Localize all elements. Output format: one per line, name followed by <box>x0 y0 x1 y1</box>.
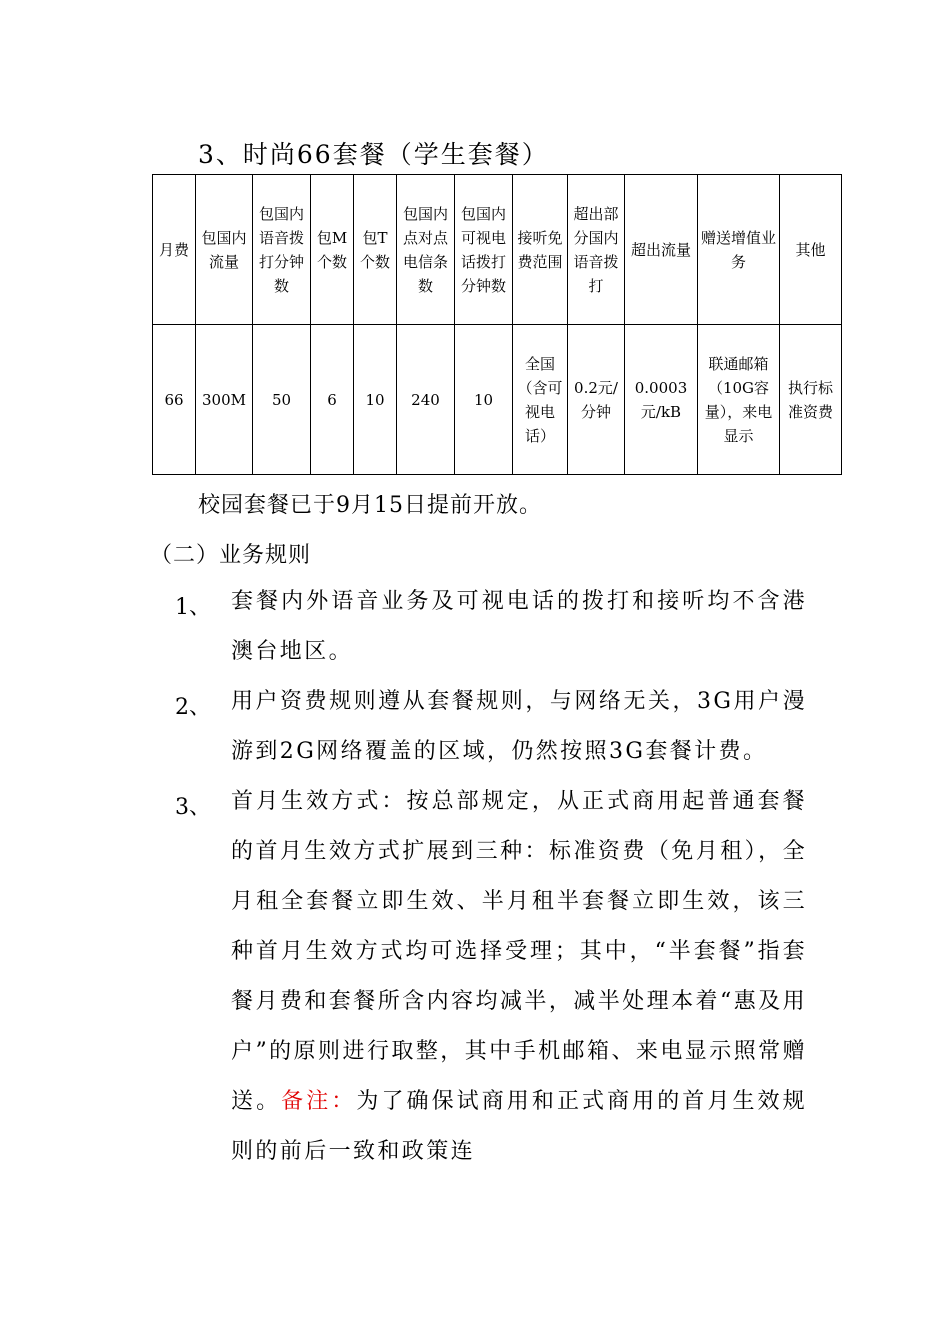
data-cell: 300M <box>196 325 253 475</box>
data-cell: 全国（含可视电话） <box>513 325 568 475</box>
rule-body: 首月生效方式：按总部规定，从正式商用起普通套餐的首月生效方式扩展到三种：标准资费（免月租），全月租全套餐立即生效、半月租半套餐立即生效，该三种首月生效方式均可选择受理；其中，“半套餐”指套餐月费和套餐所含内容均减半，减半处理本着“惠及用户”的原则进行取整，其中手机邮箱、来电显示照常赠送。 <box>231 789 807 1114</box>
data-cell: 6 <box>311 325 354 475</box>
header-cell: 包T个数 <box>354 175 397 325</box>
data-cell: 10 <box>354 325 397 475</box>
campus-notice: 校园套餐已于9月15日提前开放。 <box>198 493 542 518</box>
data-cell: 联通邮箱（10G容量），来电显示 <box>698 325 780 475</box>
data-cell: 50 <box>253 325 311 475</box>
rule-text: 用户资费规则遵从套餐规则，与网络无关，3G用户漫游到2G网络覆盖的区域，仍然按照3G套餐计费。 <box>231 689 807 764</box>
table-row <box>153 325 842 475</box>
data-cell: 240 <box>397 325 455 475</box>
header-cell: 接听免费范围 <box>513 175 568 325</box>
header-cell: 其他 <box>780 175 842 325</box>
header-cell: 包国内点对点电信条数 <box>397 175 455 325</box>
package-table <box>152 174 842 475</box>
header-cell: 超出部分国内语音拨打 <box>568 175 625 325</box>
header-cell: 赠送增值业务 <box>698 175 780 325</box>
header-cell: 包M个数 <box>311 175 354 325</box>
package-heading: 3、时尚66套餐（学生套餐） <box>198 140 549 169</box>
header-cell: 超出流量 <box>625 175 698 325</box>
data-cell: 10 <box>455 325 513 475</box>
data-cell: 66 <box>153 325 196 475</box>
rule-number: 3、 <box>175 795 211 820</box>
data-cell: 0.2元/分钟 <box>568 325 625 475</box>
data-cell: 0.0003元/kB <box>625 325 698 475</box>
note-text: 为了确保试商用和正式商用的首月生效规则的前后一致和政策连 <box>231 1089 807 1164</box>
section-title: （二）业务规则 <box>150 543 312 568</box>
data-cell: 执行标准资费 <box>780 325 842 475</box>
rule-number: 2、 <box>175 695 211 720</box>
header-cell: 包国内语音拨打分钟数 <box>253 175 311 325</box>
note-label: 备注： <box>281 1089 357 1114</box>
rule-number: 1、 <box>175 595 211 620</box>
header-cell: 包国内流量 <box>196 175 253 325</box>
rule-text: 套餐内外语音业务及可视电话的拨打和接听均不含港澳台地区。 <box>231 589 807 664</box>
rule-text <box>231 777 807 1177</box>
header-cell: 包国内可视电话拨打分钟数 <box>455 175 513 325</box>
table-header-row <box>153 175 842 325</box>
header-cell: 月费 <box>153 175 196 325</box>
